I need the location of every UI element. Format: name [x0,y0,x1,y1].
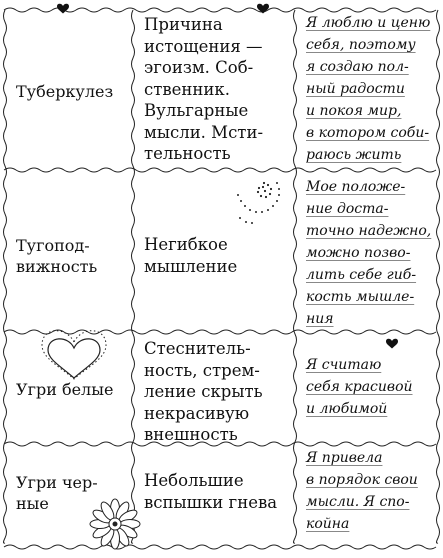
table-row-disease: Туберкулез [16,81,114,101]
table-row-disease: Угри белые [16,379,114,399]
table-row-affirmation: Я привела в порядок свои мысли. Я спо- койна [306,450,418,532]
table-row-affirmation: Я считаю себя красивой и любимой [306,357,413,417]
lace-heart-icon [42,331,106,379]
heart-icon [257,4,269,14]
table-row-disease: Угри чер- ные [16,473,98,513]
table-row-cause: Небольшие вспышки гнева [144,471,278,512]
heart-icon [386,339,398,349]
table-row-affirmation: Я люблю и ценю себя, поэтому я создаю пол- ный радости и покоя мир, в котором соби- раюсь жить [306,15,431,163]
table-row-cause: Причина истощения — эгоизм. Соб- ственник. Вульгарные мысли. Мсти- тельность [144,15,264,163]
swirl-dots-icon [237,182,280,224]
table-row-affirmation: Мое положе- ние доста- точно надежно, можно позво- лить себе гиб- кость мышле- ния [306,179,432,327]
table-row-cause: Стеснитель- ность, стрем- ление скрыть некрасивую внешность [144,339,263,444]
table-row-disease: Тугопод- вижность [16,236,98,276]
table-row-cause: Негибкое мышление [144,235,238,276]
